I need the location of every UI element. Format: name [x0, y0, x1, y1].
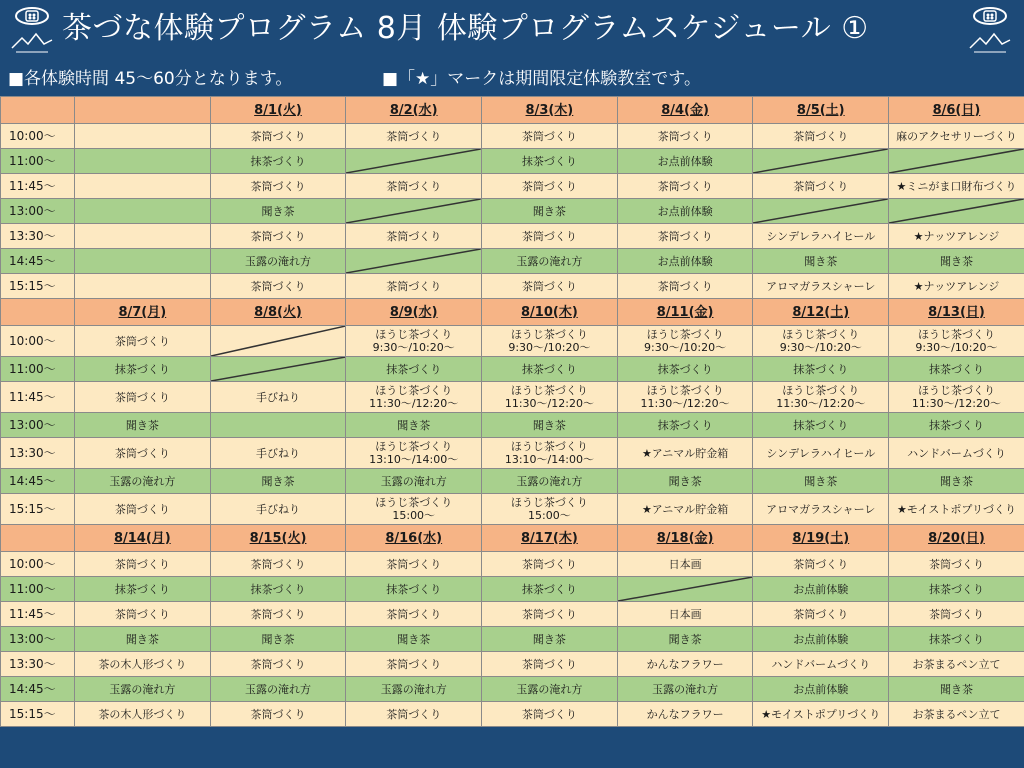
day-header: 8/12(土)	[753, 299, 889, 326]
unavailable-slash	[211, 326, 346, 356]
session-cell: 聞き茶	[482, 199, 618, 224]
session-cell: 聞き茶	[753, 249, 889, 274]
session-cell: かんなフラワー	[617, 652, 753, 677]
week-header-row	[1, 525, 1024, 552]
session-cell: シンデレラハイヒール	[753, 224, 889, 249]
no-session-cell	[346, 149, 482, 174]
session-cell: 茶筒づくり	[482, 702, 618, 727]
session-cell: お点前体験	[753, 677, 889, 702]
session-name: ほうじ茶づくり	[646, 328, 724, 341]
schedule-row	[1, 702, 1024, 727]
session-cell: 茶筒づくり	[210, 602, 346, 627]
day-header	[75, 97, 211, 124]
session-cell: 茶筒づくり	[482, 652, 618, 677]
session-times: 9:30～/10:20～	[779, 341, 862, 354]
schedule-row	[1, 149, 1024, 174]
corner-cell	[1, 97, 75, 124]
session-times: 15:00～	[528, 509, 571, 522]
session-cell: 日本画	[617, 552, 753, 577]
session-name: ほうじ茶づくり	[375, 440, 453, 453]
session-cell: 抹茶づくり	[889, 577, 1024, 602]
session-cell: アロマガラスシャーレ	[753, 274, 889, 299]
unavailable-slash	[346, 249, 481, 273]
empty-cell	[75, 199, 211, 224]
day-header: 8/3(木)	[482, 97, 618, 124]
session-cell: ★ナッツアレンジ	[889, 274, 1024, 299]
no-session-cell	[617, 577, 753, 602]
session-cell: 抹茶づくり	[753, 413, 889, 438]
session-cell: 茶筒づくり	[346, 124, 482, 149]
day-header: 8/16(水)	[346, 525, 482, 552]
time-slot: 15:15～	[1, 494, 75, 525]
session-cell: 茶筒づくり	[346, 602, 482, 627]
session-cell	[346, 494, 482, 525]
session-cell: 手びねり	[210, 438, 346, 469]
session-cell: 茶筒づくり	[210, 124, 346, 149]
session-cell: 抹茶づくり	[889, 357, 1024, 382]
time-slot: 11:45～	[1, 602, 75, 627]
session-cell	[482, 382, 618, 413]
session-name: ほうじ茶づくり	[782, 328, 860, 341]
session-cell: ★アニマル貯金箱	[617, 494, 753, 525]
session-cell: ★ミニがま口財布づくり	[889, 174, 1024, 199]
schedule-row	[1, 382, 1024, 413]
session-cell: お点前体験	[753, 627, 889, 652]
session-cell: 茶筒づくり	[210, 702, 346, 727]
session-cell: 聞き茶	[753, 469, 889, 494]
unavailable-slash	[346, 149, 481, 173]
corner-cell	[1, 299, 75, 326]
session-name: ほうじ茶づくり	[510, 328, 588, 341]
session-cell: 聞き茶	[617, 627, 753, 652]
time-slot: 10:00～	[1, 552, 75, 577]
session-cell: 玉露の淹れ方	[210, 249, 346, 274]
time-slot: 11:00～	[1, 357, 75, 382]
session-name: ほうじ茶づくり	[782, 384, 860, 397]
session-cell: 手びねり	[210, 382, 346, 413]
schedule-row	[1, 469, 1024, 494]
time-slot: 15:15～	[1, 702, 75, 727]
time-slot: 15:15～	[1, 274, 75, 299]
session-times: 13:10～/14:00～	[369, 453, 459, 466]
session-cell: 茶筒づくり	[482, 274, 618, 299]
day-header: 8/11(金)	[617, 299, 753, 326]
session-cell: シンデレラハイヒール	[753, 438, 889, 469]
schedule-row	[1, 494, 1024, 525]
session-cell: 抹茶づくり	[482, 357, 618, 382]
day-header: 8/8(火)	[210, 299, 346, 326]
time-slot: 13:30～	[1, 652, 75, 677]
session-cell: 抹茶づくり	[75, 577, 211, 602]
time-slot: 11:00～	[1, 577, 75, 602]
session-cell	[346, 382, 482, 413]
schedule-row	[1, 413, 1024, 438]
session-cell: 玉露の淹れ方	[482, 469, 618, 494]
schedule-row	[1, 602, 1024, 627]
session-cell: 聞き茶	[482, 413, 618, 438]
session-times: 9:30～/10:20～	[508, 341, 591, 354]
day-header: 8/7(月)	[75, 299, 211, 326]
session-cell	[482, 326, 618, 357]
session-cell: 麻のアクセサリーづくり	[889, 124, 1024, 149]
time-slot: 11:00～	[1, 149, 75, 174]
day-header: 8/9(水)	[346, 299, 482, 326]
session-cell: 茶筒づくり	[75, 552, 211, 577]
day-header: 8/5(土)	[753, 97, 889, 124]
session-cell: ★ナッツアレンジ	[889, 224, 1024, 249]
session-cell	[346, 326, 482, 357]
schedule-row	[1, 577, 1024, 602]
session-times: 11:30～/12:20～	[911, 397, 1002, 410]
session-cell: 茶筒づくり	[75, 326, 211, 357]
session-cell: 聞き茶	[482, 627, 618, 652]
time-slot: 10:00～	[1, 124, 75, 149]
session-cell: 聞き茶	[889, 677, 1024, 702]
schedule-row	[1, 124, 1024, 149]
schedule-row	[1, 249, 1024, 274]
session-cell: 玉露の淹れ方	[617, 677, 753, 702]
session-name: ほうじ茶づくり	[375, 328, 453, 341]
session-cell: 茶筒づくり	[346, 224, 482, 249]
schedule-table	[0, 96, 1024, 727]
time-slot: 13:00～	[1, 413, 75, 438]
session-cell: 茶筒づくり	[210, 174, 346, 199]
session-cell: 茶筒づくり	[482, 552, 618, 577]
session-name: ほうじ茶づくり	[375, 384, 453, 397]
session-cell: 茶筒づくり	[753, 552, 889, 577]
session-name: ほうじ茶づくり	[646, 384, 724, 397]
empty-cell	[75, 274, 211, 299]
session-cell: お点前体験	[617, 249, 753, 274]
session-cell	[482, 494, 618, 525]
session-cell: ★モイストポプリづくり	[889, 494, 1024, 525]
day-header: 8/4(金)	[617, 97, 753, 124]
time-slot: 10:00～	[1, 326, 75, 357]
session-cell: 聞き茶	[210, 469, 346, 494]
session-cell: 聞き茶	[75, 627, 211, 652]
schedule-row	[1, 199, 1024, 224]
day-header: 8/17(木)	[482, 525, 618, 552]
duration-note: ■各体験時間 45～60分となります。	[8, 69, 293, 89]
session-cell: 茶の木人形づくり	[75, 652, 211, 677]
no-session-cell	[210, 326, 346, 357]
session-cell: お点前体験	[617, 149, 753, 174]
schedule-row	[1, 627, 1024, 652]
day-header: 8/15(火)	[210, 525, 346, 552]
session-cell: 抹茶づくり	[210, 577, 346, 602]
session-cell: 聞き茶	[889, 469, 1024, 494]
time-slot: 13:00～	[1, 627, 75, 652]
session-cell	[889, 326, 1024, 357]
session-times: 9:30～/10:20～	[915, 341, 998, 354]
session-cell: 茶筒づくり	[75, 602, 211, 627]
session-cell: 聞き茶	[889, 249, 1024, 274]
session-cell: 茶筒づくり	[346, 274, 482, 299]
week-header-row	[1, 299, 1024, 326]
schedule-row	[1, 357, 1024, 382]
session-cell: 茶筒づくり	[346, 552, 482, 577]
schedule-row	[1, 224, 1024, 249]
session-cell	[482, 438, 618, 469]
week-header-row	[1, 97, 1024, 124]
session-cell: 玉露の淹れ方	[482, 677, 618, 702]
session-cell: 玉露の淹れ方	[346, 677, 482, 702]
unavailable-slash	[889, 199, 1024, 223]
title-bar	[0, 0, 1024, 62]
time-slot: 11:45～	[1, 382, 75, 413]
session-cell: 茶の木人形づくり	[75, 702, 211, 727]
star-note: ■「★」マークは期間限定体験教室です。	[382, 69, 701, 89]
session-name: ほうじ茶づくり	[917, 384, 995, 397]
empty-cell	[75, 249, 211, 274]
session-cell: 茶筒づくり	[75, 382, 211, 413]
session-cell: 茶筒づくり	[210, 224, 346, 249]
session-cell: 茶筒づくり	[346, 174, 482, 199]
session-cell: 抹茶づくり	[482, 149, 618, 174]
schedule-row	[1, 552, 1024, 577]
session-cell: 茶筒づくり	[889, 602, 1024, 627]
tea-logo-icon	[8, 4, 56, 56]
day-header: 8/14(月)	[75, 525, 211, 552]
session-cell	[753, 382, 889, 413]
empty-cell	[75, 224, 211, 249]
session-times: 15:00～	[392, 509, 436, 522]
unavailable-slash	[211, 357, 346, 381]
session-cell: 玉露の淹れ方	[75, 469, 211, 494]
session-cell: ハンドバームづくり	[889, 438, 1024, 469]
session-cell: 茶筒づくり	[210, 274, 346, 299]
session-cell: 抹茶づくり	[346, 357, 482, 382]
session-cell	[617, 326, 753, 357]
unavailable-slash	[753, 149, 888, 173]
no-session-cell	[753, 149, 889, 174]
session-name: ほうじ茶づくり	[917, 328, 995, 341]
schedule-row	[1, 326, 1024, 357]
time-slot: 13:30～	[1, 438, 75, 469]
session-cell: 聞き茶	[210, 199, 346, 224]
no-session-cell	[210, 357, 346, 382]
session-cell: 茶筒づくり	[617, 124, 753, 149]
session-cell: 日本画	[617, 602, 753, 627]
session-times: 11:30～/12:20～	[504, 397, 594, 410]
empty-cell	[75, 149, 211, 174]
schedule-row	[1, 677, 1024, 702]
page-title: 茶づな体験プログラム 8月 体験プログラムスケジュール ①	[62, 11, 869, 46]
schedule-row	[1, 652, 1024, 677]
corner-cell	[1, 525, 75, 552]
session-cell: 茶筒づくり	[482, 602, 618, 627]
session-cell: 手びねり	[210, 494, 346, 525]
session-name: ほうじ茶づくり	[510, 440, 588, 453]
session-cell: 抹茶づくり	[210, 149, 346, 174]
unavailable-slash	[889, 149, 1024, 173]
session-cell: お点前体験	[617, 199, 753, 224]
session-cell: 玉露の淹れ方	[346, 469, 482, 494]
unavailable-slash	[618, 577, 753, 601]
no-session-cell	[753, 199, 889, 224]
session-cell: 茶筒づくり	[210, 652, 346, 677]
time-slot: 13:30～	[1, 224, 75, 249]
session-cell: 抹茶づくり	[889, 413, 1024, 438]
time-slot: 13:00～	[1, 199, 75, 224]
session-cell: アロマガラスシャーレ	[753, 494, 889, 525]
session-cell: 玉露の淹れ方	[482, 249, 618, 274]
session-cell: 聞き茶	[346, 413, 482, 438]
session-cell: 抹茶づくり	[75, 357, 211, 382]
session-cell: 茶筒づくり	[617, 274, 753, 299]
session-cell	[617, 382, 753, 413]
session-cell: お茶まるペン立て	[889, 702, 1024, 727]
session-cell: 茶筒づくり	[617, 224, 753, 249]
session-cell: 玉露の淹れ方	[210, 677, 346, 702]
schedule-row	[1, 274, 1024, 299]
session-cell: 抹茶づくり	[753, 357, 889, 382]
session-cell: 茶筒づくり	[482, 174, 618, 199]
session-times: 9:30～/10:20～	[372, 341, 455, 354]
session-cell: 茶筒づくり	[346, 702, 482, 727]
session-name: ほうじ茶づくり	[510, 384, 588, 397]
session-cell: ハンドバームづくり	[753, 652, 889, 677]
session-cell: 茶筒づくり	[482, 124, 618, 149]
session-cell: 抹茶づくり	[617, 357, 753, 382]
time-slot: 11:45～	[1, 174, 75, 199]
session-cell: 茶筒づくり	[617, 174, 753, 199]
day-header: 8/13(日)	[889, 299, 1024, 326]
session-cell: 聞き茶	[75, 413, 211, 438]
day-header: 8/6(日)	[889, 97, 1024, 124]
day-header: 8/18(金)	[617, 525, 753, 552]
session-cell: 抹茶づくり	[617, 413, 753, 438]
no-session-cell	[889, 149, 1024, 174]
no-session-cell	[346, 249, 482, 274]
session-cell: 玉露の淹れ方	[75, 677, 211, 702]
session-cell: ★アニマル貯金箱	[617, 438, 753, 469]
time-slot: 14:45～	[1, 677, 75, 702]
session-cell: お点前体験	[753, 577, 889, 602]
session-cell: 抹茶づくり	[346, 577, 482, 602]
session-cell: 聞き茶	[617, 469, 753, 494]
session-cell: 聞き茶	[210, 627, 346, 652]
schedule-row	[1, 174, 1024, 199]
session-times: 11:30～/12:20～	[776, 397, 866, 410]
session-times: 9:30～/10:20～	[644, 341, 727, 354]
session-cell: 茶筒づくり	[753, 602, 889, 627]
session-times: 11:30～/12:20～	[640, 397, 730, 410]
session-cell: 茶筒づくり	[753, 174, 889, 199]
session-cell: 茶筒づくり	[482, 224, 618, 249]
session-cell: 抹茶づくり	[482, 577, 618, 602]
empty-cell	[75, 174, 211, 199]
unavailable-slash	[753, 199, 888, 223]
session-times: 11:30～/12:20～	[369, 397, 459, 410]
session-cell: 茶筒づくり	[210, 552, 346, 577]
schedule-row	[1, 438, 1024, 469]
tea-logo-icon	[966, 4, 1014, 56]
session-cell: かんなフラワー	[617, 702, 753, 727]
day-header: 8/19(土)	[753, 525, 889, 552]
session-cell: ★モイストポプリづくり	[753, 702, 889, 727]
session-cell: 茶筒づくり	[346, 652, 482, 677]
session-cell: 茶筒づくり	[889, 552, 1024, 577]
notes-bar	[0, 62, 1024, 96]
empty-cell	[210, 413, 346, 438]
session-name: ほうじ茶づくり	[375, 496, 453, 509]
day-header: 8/10(木)	[482, 299, 618, 326]
day-header: 8/1(火)	[210, 97, 346, 124]
session-times: 13:10～/14:00～	[504, 453, 594, 466]
time-slot: 14:45～	[1, 469, 75, 494]
session-cell	[346, 438, 482, 469]
session-cell: 聞き茶	[346, 627, 482, 652]
session-cell: お茶まるペン立て	[889, 652, 1024, 677]
time-slot: 14:45～	[1, 249, 75, 274]
no-session-cell	[889, 199, 1024, 224]
session-cell: 茶筒づくり	[75, 494, 211, 525]
session-cell	[889, 382, 1024, 413]
session-cell: 茶筒づくり	[75, 438, 211, 469]
day-header: 8/2(水)	[346, 97, 482, 124]
no-session-cell	[346, 199, 482, 224]
session-name: ほうじ茶づくり	[510, 496, 588, 509]
day-header: 8/20(日)	[889, 525, 1024, 552]
unavailable-slash	[346, 199, 481, 223]
session-cell	[753, 326, 889, 357]
empty-cell	[75, 124, 211, 149]
session-cell: 抹茶づくり	[889, 627, 1024, 652]
session-cell: 茶筒づくり	[753, 124, 889, 149]
